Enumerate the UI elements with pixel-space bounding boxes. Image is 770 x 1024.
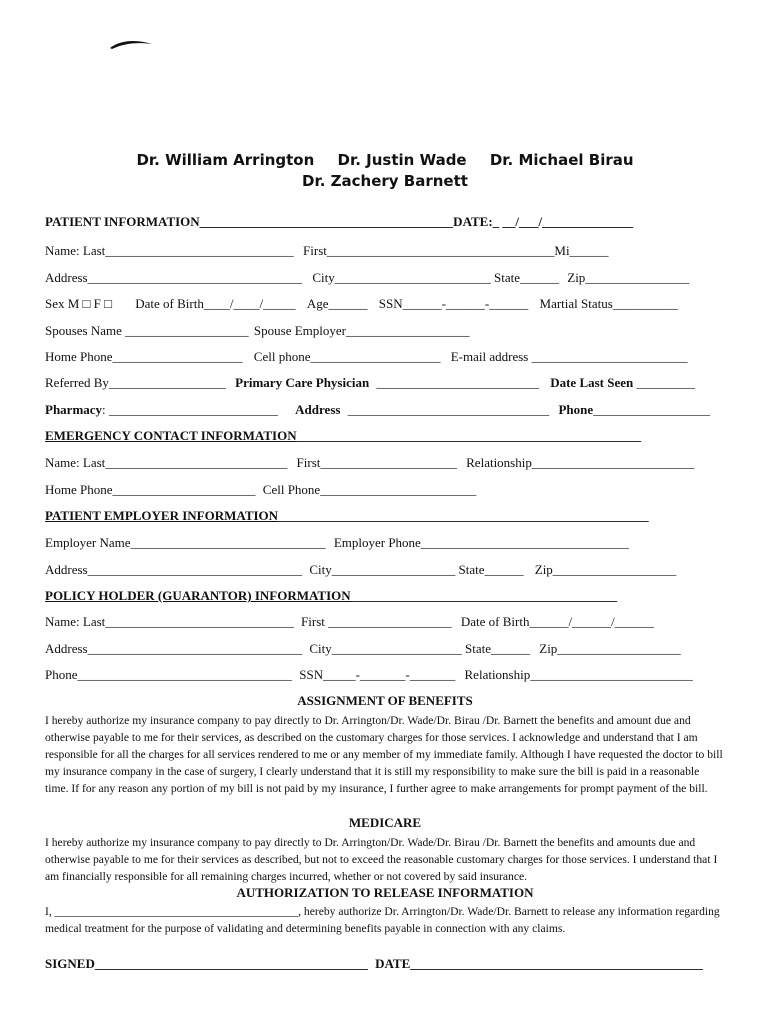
guarantor-address-field[interactable]: Address_________________________________ xyxy=(45,641,303,656)
patient-address-row xyxy=(45,270,689,286)
emergency-first-name-field[interactable]: First_____________________ xyxy=(296,455,457,470)
employer-heading-label: PATIENT EMPLOYER INFORMATION xyxy=(45,508,279,523)
pharmacy-row xyxy=(45,402,710,418)
guarantor-ssn-field[interactable]: SSN_____-_______-_______ xyxy=(299,667,456,682)
emergency-cell-phone-field[interactable]: Cell Phone________________________ xyxy=(262,482,477,497)
emergency-heading xyxy=(45,428,641,444)
doctor-name: Dr. Michael Birau xyxy=(489,151,634,169)
guarantor-first-name-field[interactable]: First ___________________ xyxy=(301,614,452,629)
emergency-phone-row xyxy=(45,482,476,498)
guarantor-heading xyxy=(45,588,617,604)
cell-phone-field[interactable]: Cell phone____________________ xyxy=(253,349,441,364)
medicare-heading: MEDICARE xyxy=(348,815,422,830)
patient-sex-row xyxy=(45,296,678,312)
emergency-name-row xyxy=(45,455,694,471)
age-field[interactable]: Age______ xyxy=(306,296,368,311)
zip-field[interactable]: Zip________________ xyxy=(567,270,690,285)
patient-info-heading: PATIENT INFORMATION_______________________________________DATE:_ __/___/______________ xyxy=(45,214,634,229)
medicare-text: I hereby authorize my insurance company to pay directly to Dr. Arrington/Dr. Wade/Dr. Birau /Dr. Barnett the benefits and amounts due and otherwise payable to me for their services as described, but not to exceed the reasonable customary charges for those services. I understand that I am financially responsible for all remaining charges incurred, whether or not covered by said insurance. xyxy=(45,836,718,883)
release-heading: AUTHORIZATION TO RELEASE INFORMATION xyxy=(236,885,534,900)
signature-date-field[interactable]: DATE_____________________________________________ xyxy=(375,956,703,971)
spouse-row xyxy=(45,323,470,339)
doctor-names xyxy=(40,150,730,192)
guarantor-address-row xyxy=(45,641,681,657)
emergency-relationship-field[interactable]: Relationship_________________________ xyxy=(466,455,695,470)
signature-row xyxy=(45,956,703,972)
logo-swoosh-icon xyxy=(108,38,154,52)
referred-by-field[interactable]: Referred By__________________ xyxy=(45,375,226,390)
spouse-employer-field[interactable]: Spouse Employer___________________ xyxy=(253,323,470,338)
employer-heading xyxy=(45,508,649,524)
doctor-name: Dr. Zachery Barnett xyxy=(302,172,468,190)
guarantor-dob-field[interactable]: Date of Birth______/______/______ xyxy=(460,614,654,629)
guarantor-phone-field[interactable]: Phone_________________________________ xyxy=(45,667,292,682)
date-last-seen-label: Date Last Seen xyxy=(550,375,634,390)
guarantor-phone-row xyxy=(45,667,693,683)
emergency-heading-label: EMERGENCY CONTACT INFORMATION xyxy=(45,428,297,443)
pharmacy-field[interactable]: : __________________________ xyxy=(102,402,278,417)
pharmacy-address-label: Address xyxy=(295,402,341,417)
email-field[interactable]: E-mail address ________________________ xyxy=(450,349,688,364)
date-last-seen-field[interactable]: _________ xyxy=(636,375,696,390)
emergency-home-phone-field[interactable]: Home Phone______________________ xyxy=(45,482,256,497)
employer-phone-field[interactable]: Employer Phone________________________________ xyxy=(333,535,629,550)
pharmacy-label: Pharmacy xyxy=(45,402,103,417)
sex-checkboxes[interactable]: Sex M □ F □ xyxy=(45,296,112,311)
doctor-name: Dr. Justin Wade xyxy=(337,151,467,169)
employer-zip-field[interactable]: Zip___________________ xyxy=(534,562,677,577)
guarantor-city-state-field[interactable]: City____________________ State______ xyxy=(309,641,530,656)
patient-name-row xyxy=(45,243,609,259)
city-state-field[interactable]: City________________________ State______ xyxy=(312,270,559,285)
release-text: I, __________________________________________, hereby authorize Dr. Arrington/Dr. Wade/Dr. Barnett to release any information regarding medical treatment for the purpose of validating and determining benefits payable in connection with any claims. xyxy=(45,905,720,935)
assignment-heading: ASSIGNMENT OF BENEFITS xyxy=(297,693,473,708)
last-name-field[interactable]: Name: Last_____________________________ xyxy=(45,243,294,258)
pcp-label: Primary Care Physician xyxy=(235,375,370,390)
dob-field[interactable]: Date of Birth____/____/_____ xyxy=(135,296,296,311)
patient-phone-row xyxy=(45,349,688,365)
employer-address-field[interactable]: Address_________________________________ xyxy=(45,562,303,577)
pharmacy-phone-label: Phone xyxy=(558,402,594,417)
guarantor-zip-field[interactable]: Zip___________________ xyxy=(539,641,681,656)
marital-status-field[interactable]: Martial Status__________ xyxy=(539,296,678,311)
employer-name-row xyxy=(45,535,629,551)
guarantor-name-row xyxy=(45,614,654,630)
guarantor-last-name-field[interactable]: Name: Last_____________________________ xyxy=(45,614,294,629)
address-field[interactable]: Address_________________________________ xyxy=(45,270,303,285)
pcp-field[interactable]: _________________________ xyxy=(376,375,539,390)
home-phone-field[interactable]: Home Phone____________________ xyxy=(45,349,243,364)
employer-heading-line: _________________________________________________________ xyxy=(278,508,649,523)
first-name-field[interactable]: First___________________________________Mi______ xyxy=(303,243,609,258)
pharmacy-phone-field[interactable]: __________________ xyxy=(593,402,711,417)
employer-city-state-field[interactable]: City___________________ State______ xyxy=(309,562,524,577)
spouse-name-field[interactable]: Spouses Name ___________________ xyxy=(45,323,249,338)
referred-row xyxy=(45,375,695,391)
pharmacy-address-field[interactable]: _______________________________ xyxy=(347,402,550,417)
emergency-last-name-field[interactable]: Name: Last____________________________ xyxy=(45,455,288,470)
emergency-heading-line: _____________________________________________________ xyxy=(296,428,642,443)
signed-field[interactable]: SIGNED__________________________________________ xyxy=(45,956,368,971)
doctor-name: Dr. William Arrington xyxy=(136,151,315,169)
guarantor-heading-line: _________________________________________ xyxy=(350,588,618,603)
guarantor-heading-label: POLICY HOLDER (GUARANTOR) INFORMATION xyxy=(45,588,351,603)
guarantor-relationship-field[interactable]: Relationship_________________________ xyxy=(464,667,693,682)
assignment-text: I hereby authorize my insurance company to pay directly to Dr. Arrington/Dr. Wade/Dr. Birau /Dr. Barnett the benefits and amount due and otherwise payable to me for their services, as described on the customary charges for those services. I acknowledge and understand that I am responsible for all the charges for all services rendered to me or any member of my immediate family. Although I have requested the doctor to bill my insurance company in the case of surgery, I clearly understand that it is still my responsibility to make sure the bill is paid in a reasonable time. If for any reason any portion of my bill is not paid by my insurance, I further agree to make arrangements for prompt payment of the bill. xyxy=(45,714,723,795)
ssn-field[interactable]: SSN______-______-______ xyxy=(378,296,529,311)
employer-address-row xyxy=(45,562,676,578)
employer-name-field[interactable]: Employer Name______________________________ xyxy=(45,535,326,550)
